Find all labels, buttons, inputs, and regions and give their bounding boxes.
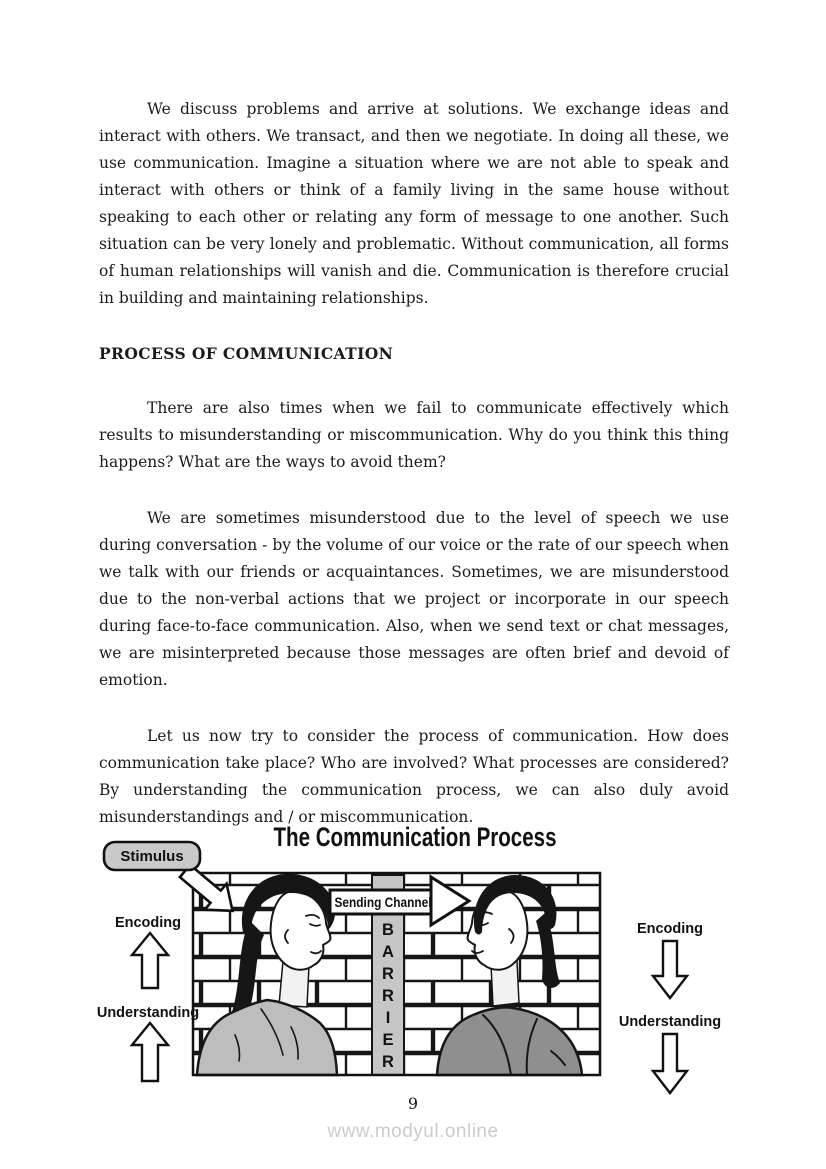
barrier-letter: B [382, 921, 394, 939]
barrier-letter: I [385, 1009, 391, 1027]
sending-channel-label: Sending Channel [334, 895, 432, 910]
barrier-letter: E [382, 1031, 394, 1049]
right-understanding-label: Understanding [618, 1014, 722, 1030]
wall-illustration [193, 873, 600, 1075]
encoding-down-arrow [653, 941, 687, 998]
barrier-letter: R [382, 965, 394, 983]
stimulus-label: Stimulus [120, 848, 184, 865]
page-number: 9 [407, 1094, 419, 1113]
receiver-process-labels [619, 921, 721, 1093]
barrier-letters [382, 921, 394, 1071]
paragraph-misunderstood: We are sometimes misunderstood due to the level of speech we use during conversation - by the volume of our voice or the rate of our speech when we talk with our friends or acquaintances. Sometimes, we are misunderstood due to the non-verbal actions that we project or incorporate in our speech during face-to-face communication. Also, when we send text or chat messages, we are misinterpreted because those messages are often brief and devoid of emotion. [99, 509, 729, 689]
understanding-up-arrow [132, 1023, 168, 1081]
paragraph-intro: We discuss problems and arrive at solutions. We exchange ideas and interact with others. We transact, and then we negotiate. In doing all these, we use communication. Imagine a situation where we are not able to speak and interact with others or think of a family living in the same house without speaking to each other or relating any form of message to one another. Such situation can be very lonely and problematic. Without communication, all forms of human relationships will vanish and die. Communication is therefore crucial in building and maintaining relationships. [99, 100, 729, 307]
watermark: www.modyul.online [327, 1121, 499, 1142]
barrier-letter: R [382, 1053, 394, 1071]
left-understanding-label: Understanding [96, 1005, 200, 1021]
right-encoding-label: Encoding [636, 921, 704, 937]
barrier-letter: R [382, 987, 394, 1005]
encoding-up-arrow [132, 933, 168, 988]
section-heading: PROCESS OF COMMUNICATION [99, 344, 394, 363]
communication-process-diagram [85, 813, 745, 1100]
understanding-down-arrow [653, 1034, 687, 1093]
sender-process-labels [97, 915, 199, 1081]
barrier-letter: A [382, 943, 394, 961]
body-text [99, 96, 729, 831]
paragraph-consider-process: Let us now try to consider the process of communication. How does communication take place? Who are involved? What processes are considered? By understanding the communication process, we can also duly avoid misunderstandings and / or miscommunication. [99, 727, 729, 826]
diagram-title: The Communication Process [273, 822, 557, 852]
paragraph-fail-communicate: There are also times when we fail to communicate effectively which results to misunderstanding or miscommunication. Why do you think this thing happens? What are the ways to avoid them? [99, 399, 729, 471]
left-encoding-label: Encoding [114, 915, 182, 931]
